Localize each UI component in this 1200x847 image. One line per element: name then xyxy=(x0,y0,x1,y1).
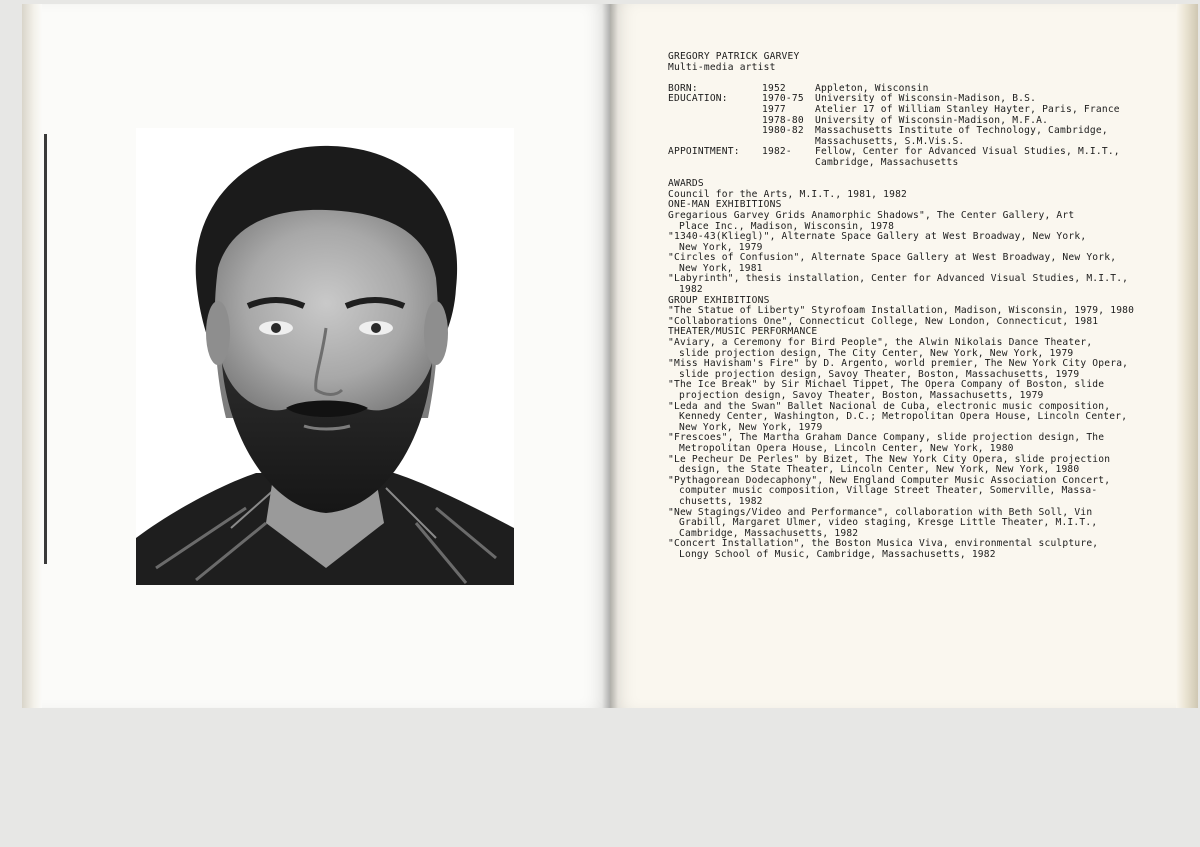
entry-line: Place Inc., Madison, Wisconsin, 1978 xyxy=(679,220,895,232)
right-page-edge xyxy=(1176,4,1198,708)
bio-text: University of Wisconsin-Madison, M.F.A. xyxy=(815,114,1049,126)
bio-text: Massachusetts, S.M.Vis.S. xyxy=(815,135,965,147)
bio-year xyxy=(762,158,815,169)
bio-label: APPOINTMENT: xyxy=(668,146,740,158)
bio-text: University of Wisconsin-Madison, B.S. xyxy=(815,93,1037,105)
entry-line: "Le Pecheur De Perles" by Bizet, The New York City Opera, slide projection xyxy=(668,453,1111,465)
binding-mark xyxy=(44,134,47,564)
section-heading: AWARDS xyxy=(668,178,704,190)
bio-label xyxy=(668,105,762,116)
book-gutter xyxy=(602,4,618,708)
entry-line: "Leda and the Swan" Ballet Nacional de Cuba, electronic music composition, xyxy=(668,400,1111,412)
bio-text: Fellow, Center for Advanced Visual Studies, M.I.T., xyxy=(815,146,1120,158)
entry-line: "New Stagings/Video and Performance", collaboration with Beth Soll, Vin xyxy=(668,506,1093,518)
entry-line: "Labyrinth", thesis installation, Center for Advanced Visual Studies, M.I.T., xyxy=(668,273,1129,285)
left-page-edge xyxy=(22,4,42,708)
entry-line: New York, 1979 xyxy=(679,241,763,253)
entry-line: "Collaborations One", Connecticut College, New London, Connecticut, 1981 xyxy=(668,315,1099,327)
bio-table xyxy=(668,84,1168,169)
entry-line: "1340-43(Kliegl)", Alternate Space Gallery at West Broadway, New York, xyxy=(668,231,1087,243)
left-page xyxy=(22,4,610,708)
bio-year: 1970-75 xyxy=(762,93,804,105)
entry-line: Council for the Arts, M.I.T., 1981, 1982 xyxy=(668,188,908,200)
cv-sections xyxy=(668,179,1168,560)
bio-label xyxy=(668,158,762,169)
bio-row xyxy=(668,105,1168,116)
entry-line: Cambridge, Massachusetts, 1982 xyxy=(679,527,859,539)
entry-line: design, the State Theater, Lincoln Center, New York, New York, 1980 xyxy=(679,464,1080,476)
entry-line: projection design, Savoy Theater, Boston, Massachusetts, 1979 xyxy=(679,390,1044,401)
bio-label: BORN: xyxy=(668,82,698,94)
entry-line: Metropolitan Opera House, Lincoln Center, New York, 1980 xyxy=(679,442,1014,454)
entry-line: Kennedy Center, Washington, D.C.; Metropolitan Opera House, Lincoln Center, xyxy=(679,411,1128,423)
entry-line: "Pythagorean Dodecaphony", New England Computer Music Association Concert, xyxy=(668,474,1111,486)
section-heading: THEATER/MUSIC PERFORMANCE xyxy=(668,326,818,338)
biography-text xyxy=(668,52,1168,561)
bio-text: Cambridge, Massachusetts xyxy=(815,156,959,168)
entry-line: "Aviary, a Ceremony for Bird People", the Alwin Nikolais Dance Theater, xyxy=(668,337,1093,349)
entry-line: "The Ice Break" by Sir Michael Tippet, The Opera Company of Boston, slide xyxy=(668,379,1105,391)
entry-line: Gregarious Garvey Grids Anamorphic Shadows", The Center Gallery, Art xyxy=(668,209,1075,221)
entry-line: Longy School of Music, Cambridge, Massachusetts, 1982 xyxy=(679,548,996,560)
entry-line: chusetts, 1982 xyxy=(679,495,763,507)
entry-line: New York, 1981 xyxy=(679,262,763,274)
portrait-photo xyxy=(136,128,514,585)
entry-line: computer music composition, Village Street Theater, Somerville, Massa- xyxy=(679,485,1098,497)
bio-row xyxy=(668,158,1168,169)
entry-line: "Concert Installation", the Boston Musica Viva, environmental sculpture, xyxy=(668,538,1099,550)
bio-label xyxy=(668,116,762,127)
artist-title: Multi-media artist xyxy=(668,61,776,73)
entry-line: "Miss Havisham's Fire" by D. Argento, world premier, The New York City Opera, xyxy=(668,358,1129,370)
section-heading: ONE-MAN EXHIBITIONS xyxy=(668,199,782,211)
entry-line: slide projection design, Savoy Theater, Boston, Massachusetts, 1979 xyxy=(679,368,1080,380)
entry-line: "Frescoes", The Martha Graham Dance Company, slide projection design, The xyxy=(668,432,1105,444)
open-book xyxy=(22,4,1198,708)
bio-year: 1978-80 xyxy=(762,114,804,126)
entry-line: Grabill, Margaret Ulmer, video staging, Kresge Little Theater, M.I.T., xyxy=(679,517,1098,529)
bio-year: 1980-82 xyxy=(762,125,804,137)
bio-label xyxy=(668,126,762,137)
bio-text: Appleton, Wisconsin xyxy=(815,82,929,94)
section-heading: GROUP EXHIBITIONS xyxy=(668,294,770,306)
bio-year: 1977 xyxy=(762,103,786,115)
entry-line: "The Statue of Liberty" Styrofoam Installation, Madison, Wisconsin, 1979, 1980 xyxy=(668,305,1135,317)
entry-line: New York, New York, 1979 xyxy=(679,421,823,433)
entry-line: "Circles of Confusion", Alternate Space Gallery at West Broadway, New York, xyxy=(668,252,1117,264)
spacer xyxy=(668,169,1168,180)
portrait-image xyxy=(136,128,514,585)
bio-label: EDUCATION: xyxy=(668,93,728,105)
entry-line: 1982 xyxy=(679,284,703,296)
right-page xyxy=(610,4,1198,708)
bio-text: Massachusetts Institute of Technology, Cambridge, xyxy=(815,125,1108,137)
bio-year: 1952 xyxy=(762,82,786,94)
bio-year: 1982- xyxy=(762,146,792,158)
bio-text: Atelier 17 of William Stanley Hayter, Paris, France xyxy=(815,103,1120,115)
artist-name: GREGORY PATRICK GARVEY xyxy=(668,51,800,62)
entry-line: slide projection design, The City Center, New York, New York, 1979 xyxy=(679,347,1074,359)
